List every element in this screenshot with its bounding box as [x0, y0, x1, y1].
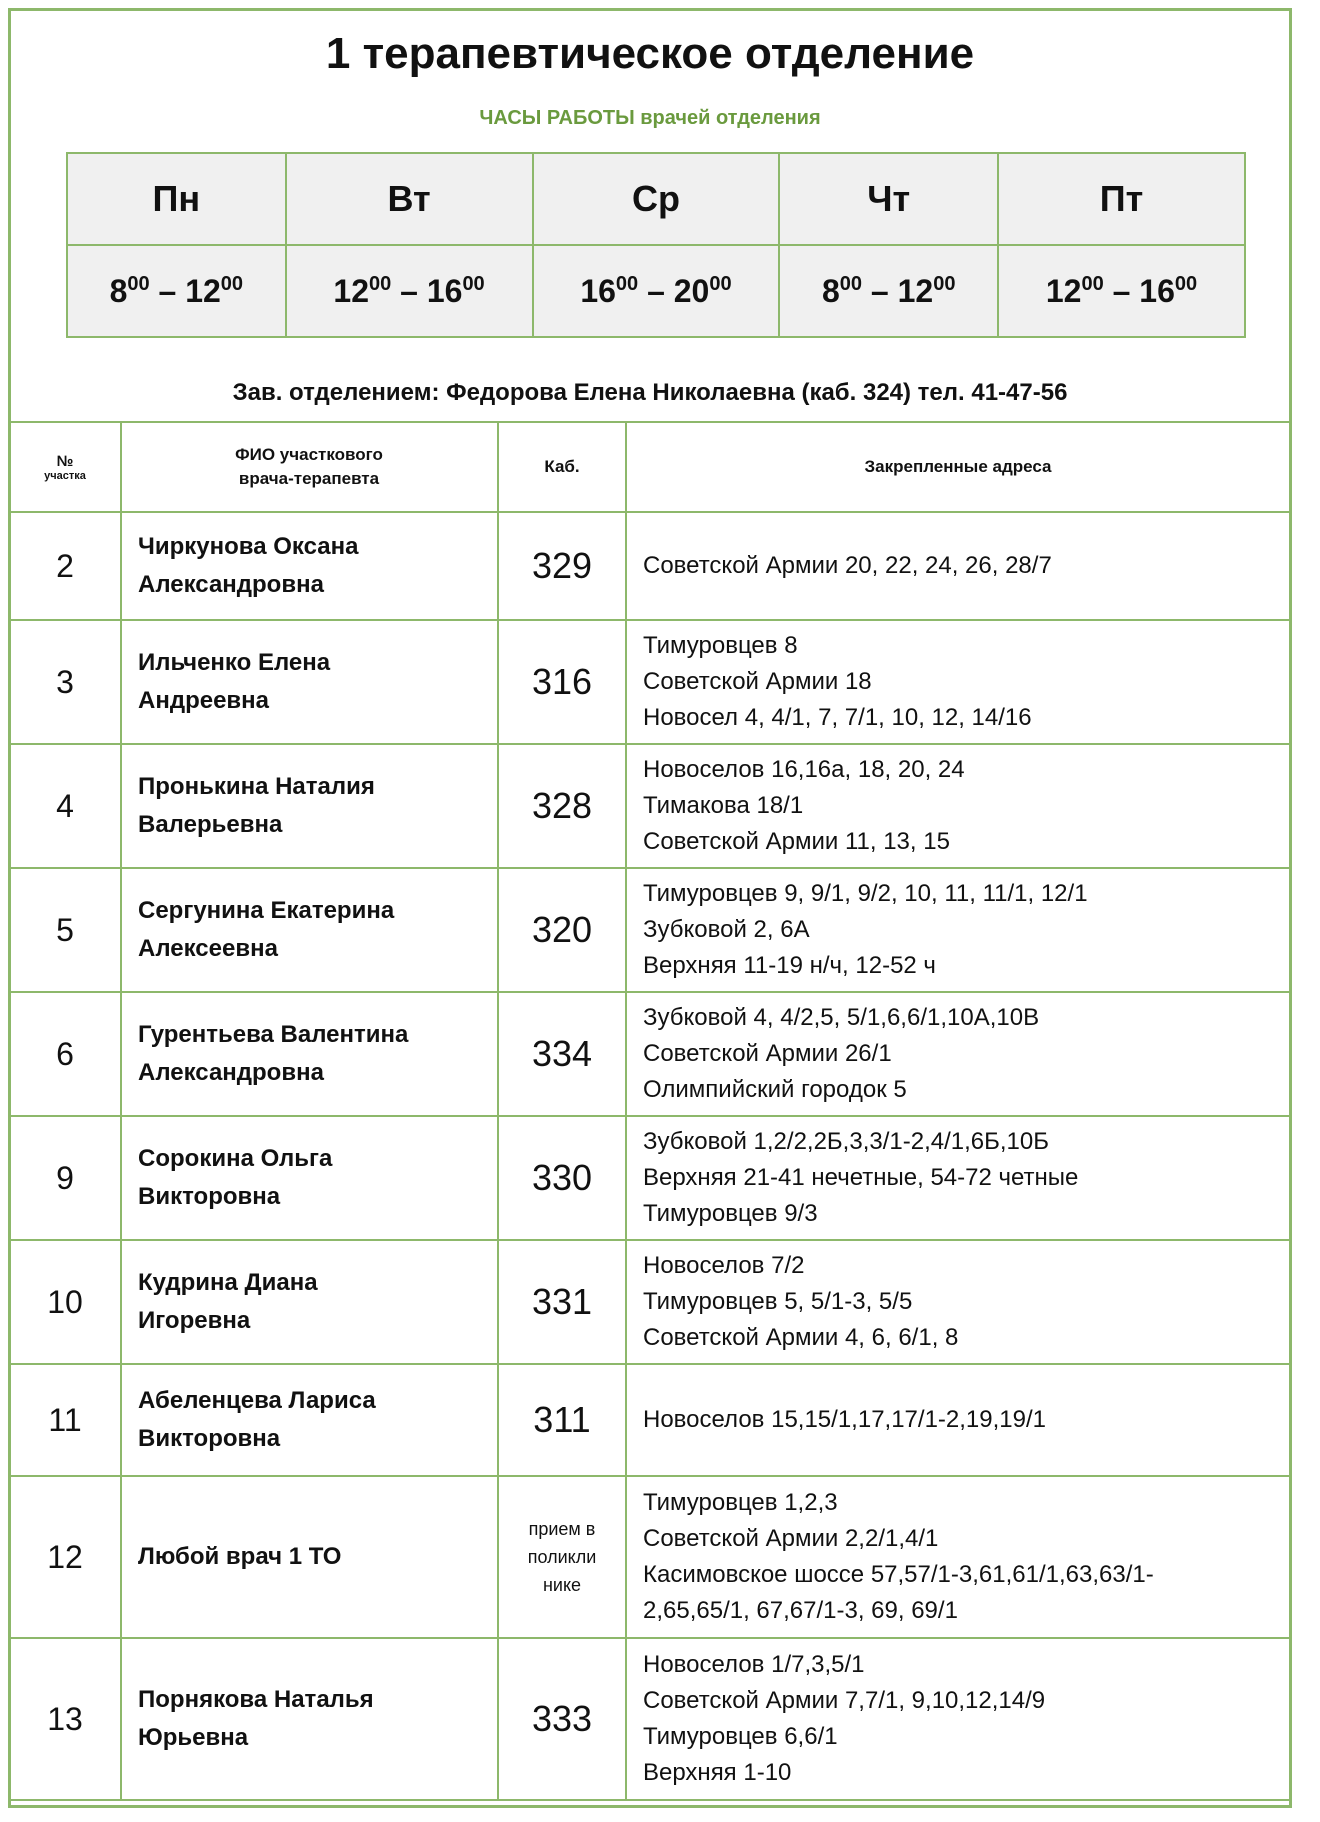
- assigned-addresses: [626, 744, 1291, 868]
- district-number: 9: [9, 1116, 121, 1240]
- assigned-addresses: [626, 1476, 1291, 1638]
- address-line: Тимакова 18/1: [643, 792, 804, 819]
- assigned-addresses: [626, 1240, 1291, 1364]
- district-number: 11: [9, 1364, 121, 1476]
- doctor-name-line: Викторовна: [138, 1183, 281, 1210]
- time-cell: $12^{00} - 16^{00}$: [998, 245, 1245, 337]
- header-number: № участка: [9, 422, 121, 512]
- address-line: Тимуровцев 6,6/1: [643, 1723, 838, 1750]
- header-doctor-name: ФИО участкового врача-терапевта: [121, 422, 498, 512]
- address-line: Новоселов 15,15/1,17,17/1-2,19,19/1: [643, 1406, 1046, 1433]
- doctor-name-line: Абеленцева Лариса: [138, 1387, 376, 1414]
- address-line: Советской Армии 26/1: [643, 1040, 892, 1067]
- address-line: Советской Армии 20, 22, 24, 26, 28/7: [643, 552, 1052, 579]
- doctor-name-line: Александровна: [138, 1059, 324, 1086]
- time-cell: $16^{00} - 20^{00}$: [533, 245, 780, 337]
- doctor-name-line: Любой врач 1 ТО: [138, 1543, 342, 1570]
- day-cell: Пн: [67, 153, 286, 245]
- cabinet-number: 329: [498, 512, 626, 620]
- page-title: 1 терапевтическое отделение: [325, 29, 975, 78]
- doctor-name: [121, 744, 498, 868]
- doctor-name: [121, 1240, 498, 1364]
- cabinet-note-line: поликли: [527, 1547, 597, 1567]
- table-row: [9, 992, 1291, 1116]
- doctor-name-line: Андреевна: [138, 687, 270, 714]
- address-line: Верхняя 11-19 н/ч, 12-52 ч: [643, 952, 936, 979]
- address-line: Олимпийский городок 5: [643, 1076, 907, 1103]
- table-row: [9, 1364, 1291, 1476]
- header-cabinet: Каб.: [498, 422, 626, 512]
- address-line: Советской Армии 7,7/1, 9,10,12,14/9: [643, 1687, 1046, 1714]
- cabinet-note-line: прием в: [528, 1519, 596, 1539]
- doctor-name-line: Сергунина Екатерина: [138, 897, 395, 924]
- head-of-department: Зав. отделением: Федорова Елена Николаевна (каб. 324) тел. 41-47-56: [232, 379, 1068, 406]
- address-line: Новоселов 7/2: [643, 1252, 805, 1279]
- district-number: 2: [9, 512, 121, 620]
- district-number: 6: [9, 992, 121, 1116]
- doctor-name-line: Чиркунова Оксана: [138, 533, 359, 560]
- doctor-name: [121, 992, 498, 1116]
- table-row: [9, 744, 1291, 868]
- address-line: Советской Армии 11, 13, 15: [643, 828, 950, 855]
- address-line: 2,65,65/1, 67,67/1-3, 69, 69/1: [643, 1597, 958, 1624]
- doctor-name-line: Кудрина Диана: [138, 1269, 318, 1296]
- district-number: 10: [9, 1240, 121, 1364]
- doctor-name: [121, 1638, 498, 1800]
- doctor-name-line: Александровна: [138, 571, 324, 598]
- day-cell: Вт: [286, 153, 533, 245]
- time-cell: $8^{00} - 12^{00}$: [779, 245, 998, 337]
- district-doctors-table: [8, 421, 1292, 1801]
- doctor-name-line: Валерьевна: [138, 811, 283, 838]
- doctor-name-line: Пронькина Наталия: [138, 773, 375, 800]
- doctor-name: [121, 512, 498, 620]
- table-header-row: [9, 422, 1291, 512]
- assigned-addresses: [626, 868, 1291, 992]
- doctor-name: [121, 620, 498, 744]
- doctor-name-line: Сорокина Ольга: [138, 1145, 333, 1172]
- assigned-addresses: [626, 1638, 1291, 1800]
- cabinet-number: 330: [498, 1116, 626, 1240]
- address-line: Касимовское шоссе 57,57/1-3,61,61/1,63,63/1-: [643, 1561, 1154, 1588]
- district-number: 4: [9, 744, 121, 868]
- time-cell: $8^{00} - 12^{00}$: [67, 245, 286, 337]
- address-line: Советской Армии 4, 6, 6/1, 8: [643, 1324, 959, 1351]
- cabinet-number: 316: [498, 620, 626, 744]
- table-row: [9, 512, 1291, 620]
- address-line: Советской Армии 18: [643, 668, 872, 695]
- address-line: Новосел 4, 4/1, 7, 7/1, 10, 12, 14/16: [643, 704, 1032, 731]
- day-cell: Ср: [533, 153, 780, 245]
- working-hours-table: [66, 152, 1246, 338]
- doctor-name: [121, 1116, 498, 1240]
- cabinet-number: 333: [498, 1638, 626, 1800]
- time-cell: $12^{00} - 16^{00}$: [286, 245, 533, 337]
- day-cell: Пт: [998, 153, 1245, 245]
- doctor-name-line: Гурентьева Валентина: [138, 1021, 409, 1048]
- table-row: [9, 1116, 1291, 1240]
- cabinet-note-line: нике: [542, 1575, 582, 1595]
- cabinet-number: 331: [498, 1240, 626, 1364]
- assigned-addresses: [626, 1364, 1291, 1476]
- address-line: Тимуровцев 8: [643, 632, 798, 659]
- doctor-name-line: Игоревна: [138, 1307, 251, 1334]
- district-number: 13: [9, 1638, 121, 1800]
- cabinet-number: 334: [498, 992, 626, 1116]
- address-line: Зубковой 2, 6А: [643, 916, 810, 943]
- times-row: [67, 245, 1245, 337]
- address-line: Зубковой 1,2/2,2Б,3,3/1-2,4/1,6Б,10Б: [643, 1128, 1049, 1155]
- page-subtitle: ЧАСЫ РАБОТЫ врачей отделения: [479, 107, 821, 129]
- assigned-addresses: [626, 620, 1291, 744]
- address-line: Верхняя 1-10: [643, 1759, 792, 1786]
- doctor-name-line: Алексеевна: [138, 935, 278, 962]
- doctor-name-line: Порнякова Наталья: [138, 1686, 374, 1713]
- days-row: [67, 153, 1245, 245]
- assigned-addresses: [626, 1116, 1291, 1240]
- cabinet-number: 311: [498, 1364, 626, 1476]
- table-row: [9, 1476, 1291, 1638]
- address-line: Зубковой 4, 4/2,5, 5/1,6,6/1,10А,10В: [643, 1004, 1040, 1031]
- district-number: 3: [9, 620, 121, 744]
- address-line: Верхняя 21-41 нечетные, 54-72 четные: [643, 1164, 1079, 1191]
- cabinet-number: 328: [498, 744, 626, 868]
- doctor-name: [121, 868, 498, 992]
- address-line: Новоселов 1/7,3,5/1: [643, 1651, 865, 1678]
- cabinet-number: 320: [498, 868, 626, 992]
- header-addresses: Закрепленные адреса: [626, 422, 1291, 512]
- table-row: [9, 868, 1291, 992]
- cabinet-number: [498, 1476, 626, 1638]
- address-line: Новоселов 16,16а, 18, 20, 24: [643, 756, 965, 783]
- assigned-addresses: [626, 512, 1291, 620]
- address-line: Тимуровцев 5, 5/1-3, 5/5: [643, 1288, 913, 1315]
- table-row: [9, 1638, 1291, 1800]
- doctor-name: [121, 1476, 498, 1638]
- doctor-name-line: Ильченко Елена: [138, 649, 331, 676]
- doctor-name-line: Викторовна: [138, 1425, 281, 1452]
- district-number: 5: [9, 868, 121, 992]
- address-line: Тимуровцев 9, 9/1, 9/2, 10, 11, 11/1, 12/1: [643, 880, 1088, 907]
- table-row: [9, 620, 1291, 744]
- district-number: 12: [9, 1476, 121, 1638]
- doctor-name-line: Юрьевна: [138, 1724, 249, 1751]
- assigned-addresses: [626, 992, 1291, 1116]
- address-line: Тимуровцев 1,2,3: [643, 1489, 838, 1516]
- address-line: Советской Армии 2,2/1,4/1: [643, 1525, 939, 1552]
- day-cell: Чт: [779, 153, 998, 245]
- address-line: Тимуровцев 9/3: [643, 1200, 818, 1227]
- table-row: [9, 1240, 1291, 1364]
- doctor-name: [121, 1364, 498, 1476]
